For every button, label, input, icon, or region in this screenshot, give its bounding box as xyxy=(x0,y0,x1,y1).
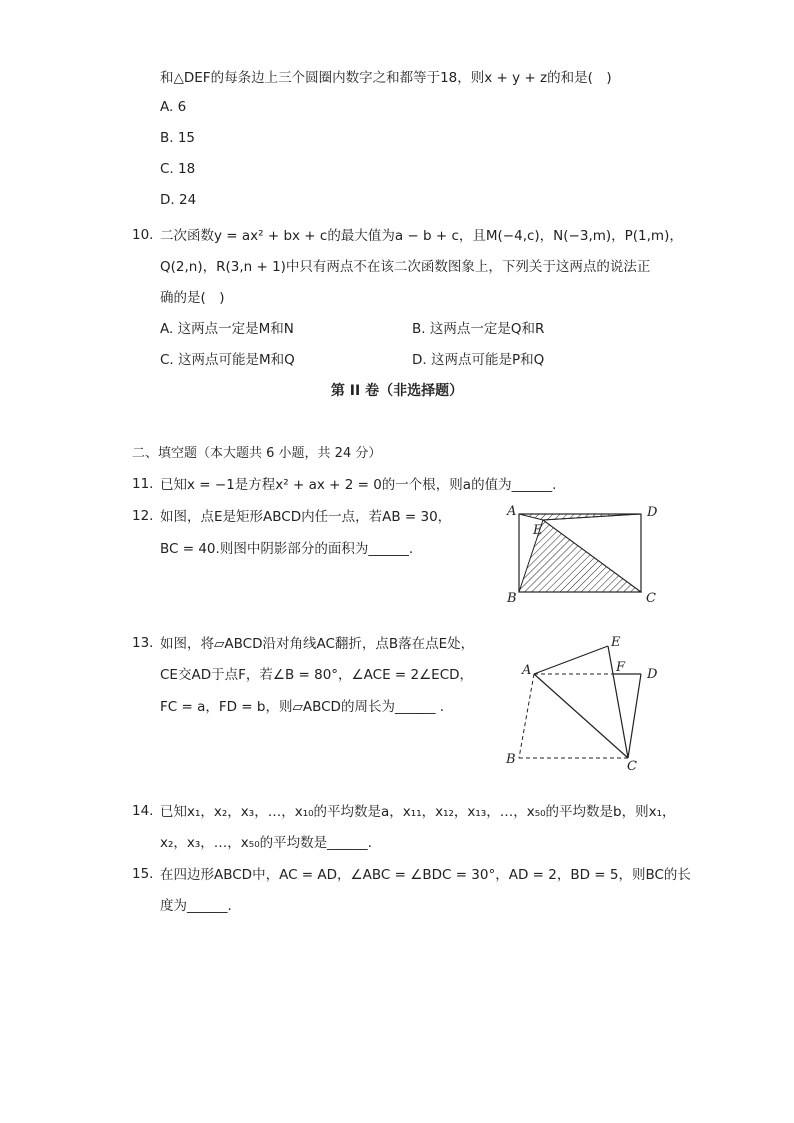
q9-option-b: B. 15 xyxy=(160,130,196,146)
q15-number: 15. xyxy=(132,866,154,882)
q13-label-c: C xyxy=(627,759,637,774)
q13-line-3: FC = a，FD = b，则▱ABCD的周长为______ . xyxy=(160,699,445,715)
q13-label-b: B xyxy=(506,752,516,767)
q13-number: 13. xyxy=(132,635,154,651)
q14-line-1: 已知x₁，x₂，x₃，…，x₁₀的平均数是a，x₁₁，x₁₂，x₁₃，…，x₅₀的平均数是b，则x₁， xyxy=(160,804,676,820)
q9-option-a: A. 6 xyxy=(160,99,187,115)
q10-option-a: A. 这两点一定是M和N xyxy=(160,321,294,337)
q11-text: 已知x = −1是方程x² + ax + 2 = 0的一个根，则a的值为______. xyxy=(160,477,557,493)
q14-line-2: x₂，x₃，…，x₅₀的平均数是______. xyxy=(160,835,372,851)
section-2-heading: 二、填空题（本大题共 6 小题，共 24 分） xyxy=(132,446,382,461)
q10-option-d: D. 这两点可能是P和Q xyxy=(412,352,545,368)
q10-line-2: Q(2,n)，R(3,n + 1)中只有两点不在该二次函数图象上，下列关于这两点的说法正 xyxy=(160,259,651,275)
q9-option-c: C. 18 xyxy=(160,161,196,177)
q11-number: 11. xyxy=(132,476,154,492)
q10-line-1: 二次函数y = ax² + bx + c的最大值为a − b + c，且M(−4,c)，N(−3,m)，P(1,m)， xyxy=(160,228,683,244)
part-2-title: 第 II 卷（非选择题） xyxy=(330,383,464,399)
q9-stem: 和△DEF的每条边上三个圆圈内数字之和都等于18，则x + y + z的和是( ) xyxy=(160,70,612,86)
q13-line-1: 如图，将▱ABCD沿对角线AC翻折，点B落在点E处， xyxy=(160,636,475,652)
q12-line-1: 如图，点E是矩形ABCD内任一点，若AB = 30， xyxy=(160,509,452,525)
q12-rectangle-figure xyxy=(498,498,668,608)
q15-line-2: 度为______. xyxy=(160,898,232,914)
q13-segment-ae xyxy=(534,646,608,674)
q13-side-dc xyxy=(628,674,641,758)
q12-label-a: A xyxy=(507,504,517,519)
q13-line-2: CE交AD于点F，若∠B = 80°，∠ACE = 2∠ECD， xyxy=(160,667,474,683)
q13-side-ab xyxy=(519,674,534,758)
q13-diagonal-ac xyxy=(534,674,628,758)
q10-line-3: 确的是( ) xyxy=(160,290,225,306)
q12-label-e: E xyxy=(533,523,543,538)
q9-option-d: D. 24 xyxy=(160,192,197,208)
q13-label-d: D xyxy=(647,667,658,682)
q13-parallelogram-figure xyxy=(498,628,668,776)
q10-option-c: C. 这两点可能是M和Q xyxy=(160,352,295,368)
q12-label-b: B xyxy=(507,591,517,606)
q12-line-2: BC = 40.则图中阴影部分的面积为______. xyxy=(160,541,414,557)
q12-label-c: C xyxy=(646,591,656,606)
q15-line-1: 在四边形ABCD中，AC = AD，∠ABC = ∠BDC = 30°，AD = 2，BD = 5，则BC的长 xyxy=(160,867,691,883)
q13-label-e: E xyxy=(611,635,621,650)
q12-label-d: D xyxy=(647,505,658,520)
q13-label-f: F xyxy=(616,660,626,675)
q13-label-a: A xyxy=(522,663,532,678)
q12-number: 12. xyxy=(132,508,154,524)
q14-number: 14. xyxy=(132,803,154,819)
q10-number: 10. xyxy=(132,227,154,243)
q10-option-b: B. 这两点一定是Q和R xyxy=(412,321,545,337)
